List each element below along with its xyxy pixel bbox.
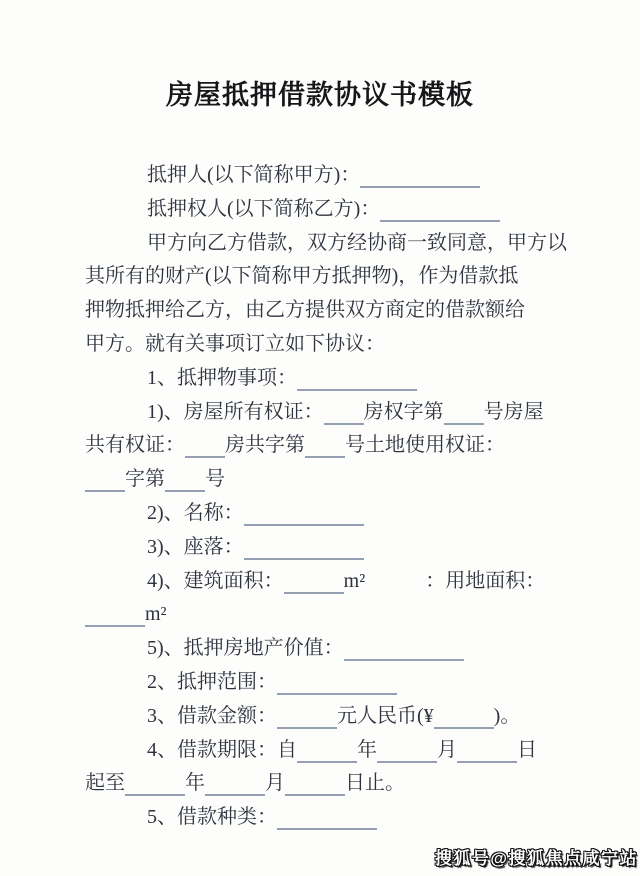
document-line: 甲方。就有关事项订立如下协议： [85, 332, 385, 355]
blank-underline [457, 739, 517, 763]
document-line: 4、借款期限：自 年 月 日 [147, 738, 537, 761]
blank-underline [85, 603, 145, 627]
blank-underline [165, 468, 205, 492]
blank-underline [277, 806, 377, 830]
document-line: 3)、座落： [85, 531, 615, 565]
blank-underline [380, 198, 500, 222]
blank-underline [277, 705, 337, 729]
blank-underline [324, 401, 364, 425]
document-line: 抵押人(以下简称甲方)： [85, 159, 615, 193]
blank-underline [284, 570, 344, 594]
blank-underline [360, 164, 480, 188]
watermark-text: 搜狐号@搜狐焦点咸宁站 [434, 849, 638, 868]
blank-underline [305, 434, 345, 458]
document-line: 4)、建筑面积： m² ：用地面积： [147, 569, 546, 592]
blank-underline [244, 502, 364, 526]
blank-underline [444, 401, 484, 425]
blank-underline [344, 637, 464, 661]
blank-underline [205, 772, 265, 796]
blank-underline [377, 739, 437, 763]
document-line: 起至 年 月 日止。 [85, 772, 405, 795]
blank-underline [285, 772, 345, 796]
document-line: 押物抵押给乙方，由乙方提供双方商定的借款额给 [85, 299, 525, 322]
blank-underline [297, 367, 417, 391]
blank-underline [434, 705, 494, 729]
document-line: 抵押权人(以下简称乙方)： [85, 193, 615, 227]
document-line: m² [85, 598, 615, 632]
blank-underline [244, 536, 364, 560]
document-line: 共有权证： 房共字第 号土地使用权证： [85, 434, 505, 457]
document-line: 3、借款金额： 元人民币(¥ )。 [147, 704, 521, 727]
blank-underline [277, 671, 397, 695]
document-line: 5、借款种类： [85, 801, 615, 835]
document-line: 1、抵押物事项： [85, 362, 615, 396]
blank-underline [125, 772, 185, 796]
document-line: 1)、房屋所有权证： 房权字第 号房屋 [147, 400, 544, 423]
document-title: 房屋抵押借款协议书模板 [166, 80, 474, 110]
document-line: 甲方向乙方借款，双方经协商一致同意，甲方以 [147, 231, 567, 254]
blank-underline [85, 468, 125, 492]
blank-underline [185, 434, 225, 458]
document-line: 5)、抵押房地产价值： [85, 632, 615, 666]
document-line: 字第 号 [85, 463, 615, 497]
document-body [0, 159, 640, 835]
document-line: 其所有的财产(以下简称甲方抵押物)，作为借款抵 [85, 265, 519, 288]
document-line: 2、抵押范围： [85, 666, 615, 700]
blank-underline [297, 739, 357, 763]
document-line: 2)、名称： [85, 497, 615, 531]
